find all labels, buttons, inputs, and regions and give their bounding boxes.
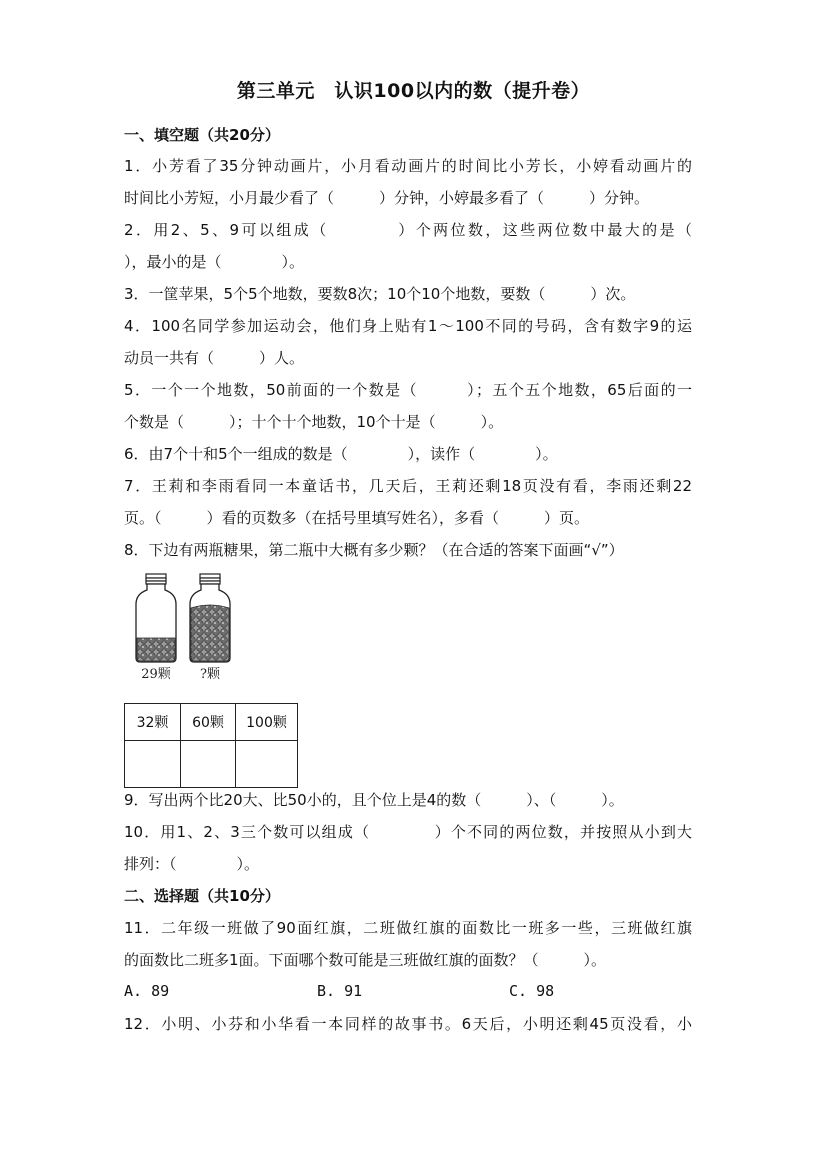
candy-jars-image [124, 572, 244, 682]
options-row [125, 704, 298, 741]
question-10-line-2: 排列：（ ）。 [124, 855, 260, 873]
question-4-line-1: 4．100名同学参加运动会，他们身上贴有1～100不同的号码，含有数字9的运 [124, 317, 692, 335]
section-choice-heading: 二、选择题（共10分） [124, 887, 280, 905]
mark-cell-100[interactable] [236, 741, 298, 788]
page-title: 第三单元 认识100以内的数（提升卷） [236, 80, 591, 102]
question-7-line-1: 7．王莉和李雨看同一本童话书，几天后，王莉还剩18页没有看，李雨还剩22 [124, 477, 692, 495]
bottle-2-label: ?颗 [200, 667, 220, 682]
answer-mark-row [125, 741, 298, 788]
option-cell-60: 60颗 [181, 704, 236, 741]
mark-cell-60[interactable] [181, 741, 236, 788]
question-11-line-2: 的面数比二班多1面。下面哪个数可能是三班做红旗的面数？（ ）。 [124, 951, 607, 969]
question-4-line-2: 动员一共有（ ）人。 [124, 349, 305, 367]
candy-bottles-illustration [124, 572, 244, 682]
question-2-line-1: 2．用2、5、9可以组成（ ）个两位数，这些两位数中最大的是（ [124, 221, 692, 239]
question-12-line-1: 12．小明、小芬和小华看一本同样的故事书。6天后，小明还剩45页没看，小 [124, 1015, 692, 1033]
question-9: 9．写出两个比20大、比50小的，且个位上是4的数（ ）、（ ）。 [124, 791, 624, 809]
answer-options-table [124, 703, 298, 788]
question-8: 8．下边有两瓶糖果，第二瓶中大概有多少颗？（在合适的答案下面画“√”） [124, 541, 624, 559]
bottle-2-shape [190, 574, 230, 662]
question-3: 3．一筐苹果，5个5个地数，要数8次；10个10个地数，要数（ ）次。 [124, 285, 636, 303]
question-2-line-2: ），最小的是（ ）。 [124, 253, 305, 271]
choice-a: A. 89 [124, 982, 170, 1000]
bottle-1-shape [136, 574, 176, 662]
question-5-line-1: 5．一个一个地数，50前面的一个数是（ ）；五个五个地数，65后面的一 [124, 381, 692, 399]
question-6: 6．由7个十和5个一组成的数是（ ），读作（ ）。 [124, 445, 558, 463]
mark-cell-32[interactable] [125, 741, 181, 788]
option-cell-100: 100颗 [236, 704, 298, 741]
bottle-1-label: 29颗 [141, 667, 171, 682]
question-10-line-1: 10．用1、2、3三个数可以组成（ ）个不同的两位数，并按照从小到大 [124, 823, 692, 841]
section-fill-blank-heading: 一、填空题（共20分） [124, 126, 280, 144]
question-5-line-2: 个数是（ ）；十个十个地数，10个十是（ ）。 [124, 413, 504, 431]
choice-c: C. 98 [509, 982, 555, 1000]
choice-b: B. 91 [317, 982, 363, 1000]
question-11-line-1: 11．二年级一班做了90面红旗，二班做红旗的面数比一班多一些，三班做红旗 [124, 919, 692, 937]
question-1-line-2: 时间比小芳短，小月最少看了（ ）分钟，小婷最多看了（ ）分钟。 [124, 189, 650, 207]
question-1-line-1: 1．小芳看了35分钟动画片，小月看动画片的时间比小芳长，小婷看动画片的 [124, 157, 692, 175]
option-cell-32: 32颗 [125, 704, 181, 741]
question-7-line-2: 页。（ ）看的页数多（在括号里填写姓名），多看（ ）页。 [124, 509, 590, 527]
